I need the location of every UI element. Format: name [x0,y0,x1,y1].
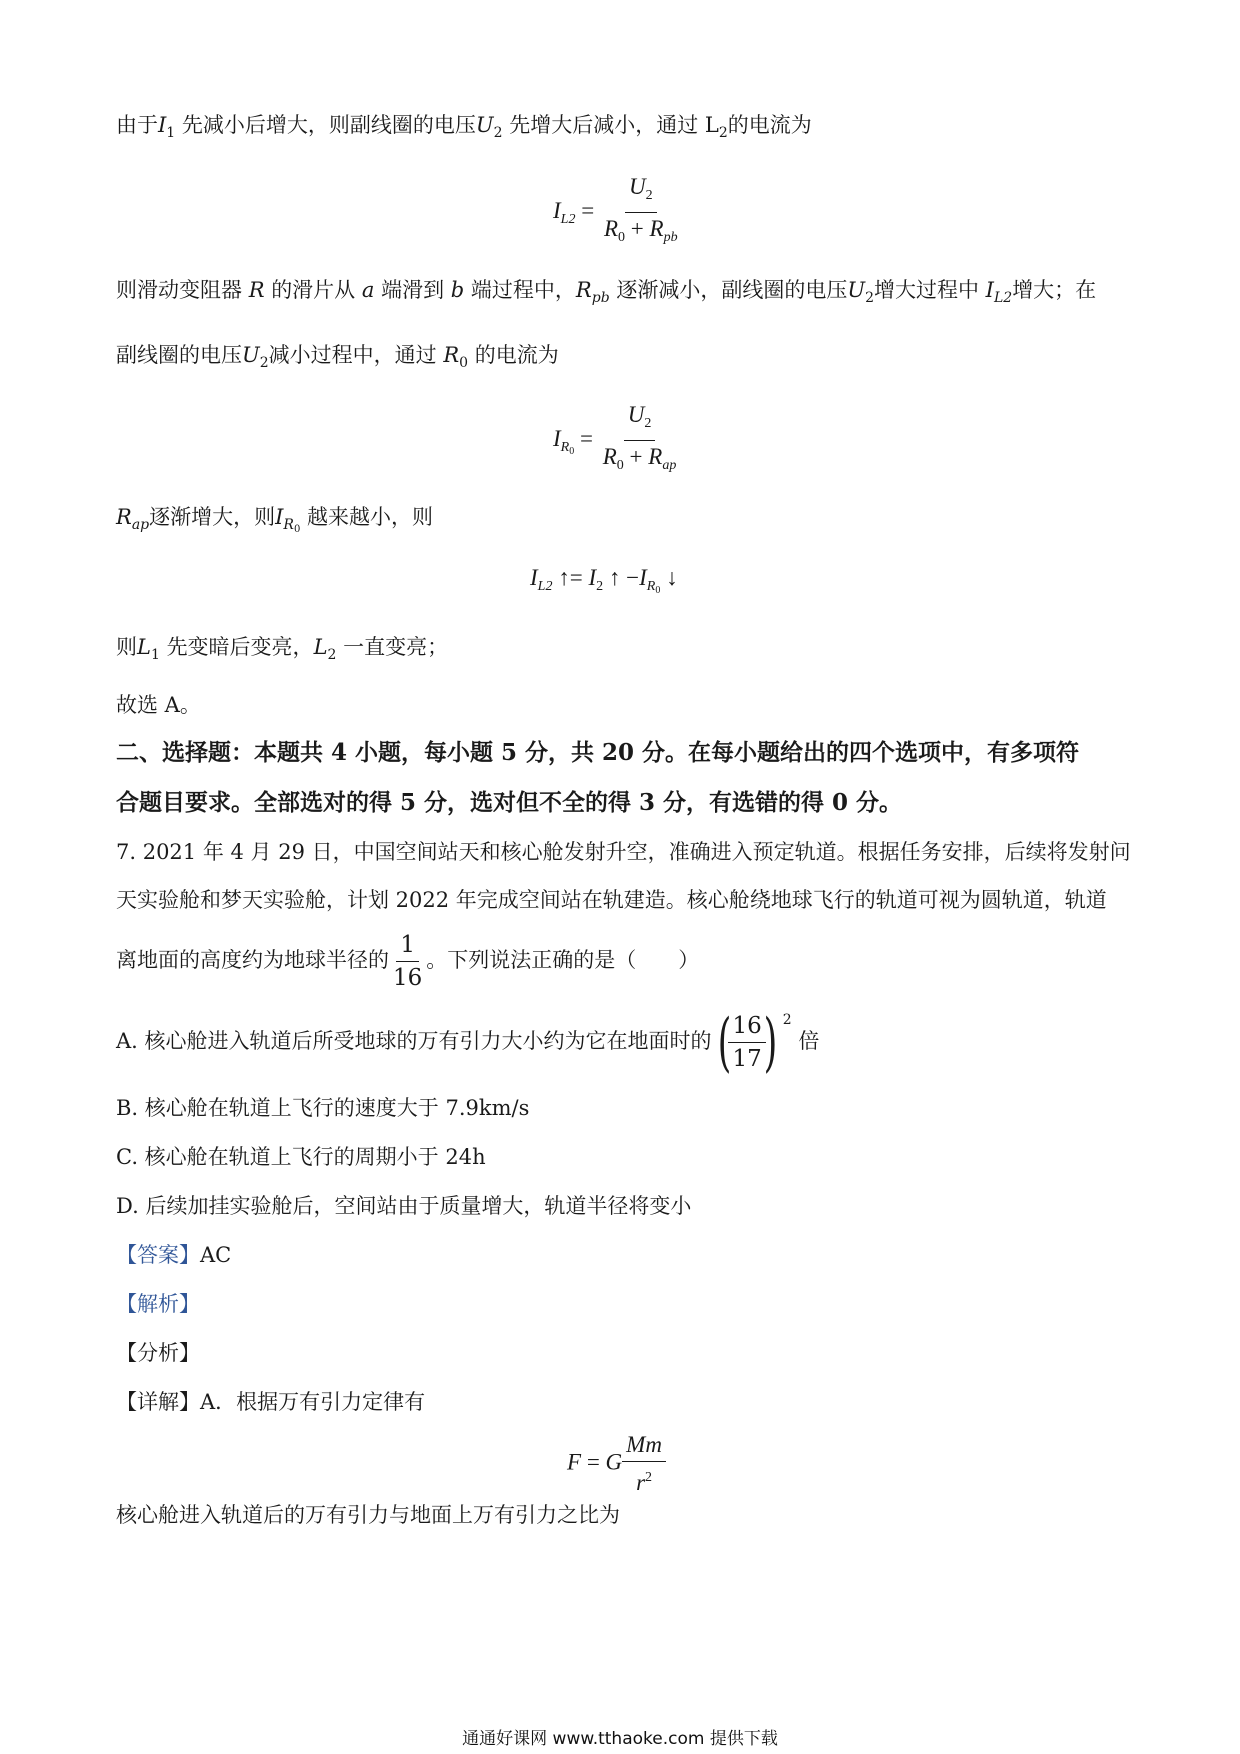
var-I1: $I_1$ [158,113,176,141]
fenxi-label: 【分析】 [116,1341,200,1365]
footer-watermark: 通通好课网 www.tthaoke.com 提供下载 [462,1729,778,1749]
option-d: D. 后续加挂实验舱后，空间站由于质量增大，轨道半径将变小 [116,1194,692,1218]
equation-gravity: F = G $\frac{Mm}{r^2}$ [567,1430,666,1498]
equation-il2: $I_{L2}$ = $\frac{U_2}{R_0 + R_{pb}}$ [553,174,678,245]
answer-label: 【答案】 [116,1243,200,1267]
equation-ir0: $I_{R_0}$ = $\frac{U_2}{R_0 + R_{ap}}$ [553,402,677,473]
equation-current-balance: $I_{L2}$ ↑= $I_2$ ↑ $-I_{R_0}$ ↓ [530,565,678,596]
option-c: C. 核心舱在轨道上飞行的周期小于 24h [116,1145,486,1169]
option-a: A. 核心舱进入轨道后所受地球的万有引力大小约为它在地面时的( $\frac{16}{17}$ ) $^2$ 倍 [116,1005,820,1080]
choice-conclusion: 故选 A。 [116,693,201,717]
paragraph-current-change: 由于$I_1$ 先减小后增大，则副线圈的电压$U_2$ 先增大后减小，通过 $L_2$的电流为 [116,113,812,141]
question-7-line2: 天实验舱和梦天实验舱，计划 2022 年完成空间站在轨建造。核心舱绕地球飞行的轨道可视为圆轨道，轨道 [116,888,1107,912]
answer-value: AC [200,1243,232,1267]
question-7-line3: 离地面的高度约为地球半径的 $\frac{1}{16}$ 。下列说法正确的是（ ） [116,932,700,991]
paragraph-lamps: 则$L_1$ 先变暗后变亮，$L_2$ 一直变亮； [116,635,449,663]
answer [116,1240,231,1270]
paragraph-slider: 则滑动变阻器 R 的滑片从 a 端滑到 b 端过程中，$R_{pb}$ 逐渐减小，副线圈的电压$U_2$增大过程中 $I_{L2}$增大；在 [116,278,1097,306]
question-7-line1: 7. 2021 年 4 月 29 日，中国空间站天和核心舱发射升空，准确进入预定轨道。根据任务安排，后续将发射问 [116,840,1131,864]
paragraph-rap: $R_{ap}$逐渐增大，则$I_{R_0}$ 越来越小，则 [116,505,434,535]
paragraph-r0-current: 副线圈的电压$U_2$减小过程中，通过 $R_0$ 的电流为 [116,343,559,371]
analysis-label: 【解析】 [116,1292,200,1316]
section-header-line2: 合题目要求。全部选对的得 5 分，选对但不全的得 3 分，有选错的得 0 分。 [116,789,903,816]
option-b: B. 核心舱在轨道上飞行的速度大于 7.9km/s [116,1096,530,1120]
var-U2: $U_2$ [475,113,503,141]
detail: 【详解】A．根据万有引力定律有 [116,1390,426,1414]
section-header-line1: 二、选择题：本题共 4 小题，每小题 5 分，共 20 分。在每小题给出的四个选项中，有多项符 [116,739,1080,766]
paragraph-ratio: 核心舱进入轨道后的万有引力与地面上万有引力之比为 [116,1503,620,1527]
